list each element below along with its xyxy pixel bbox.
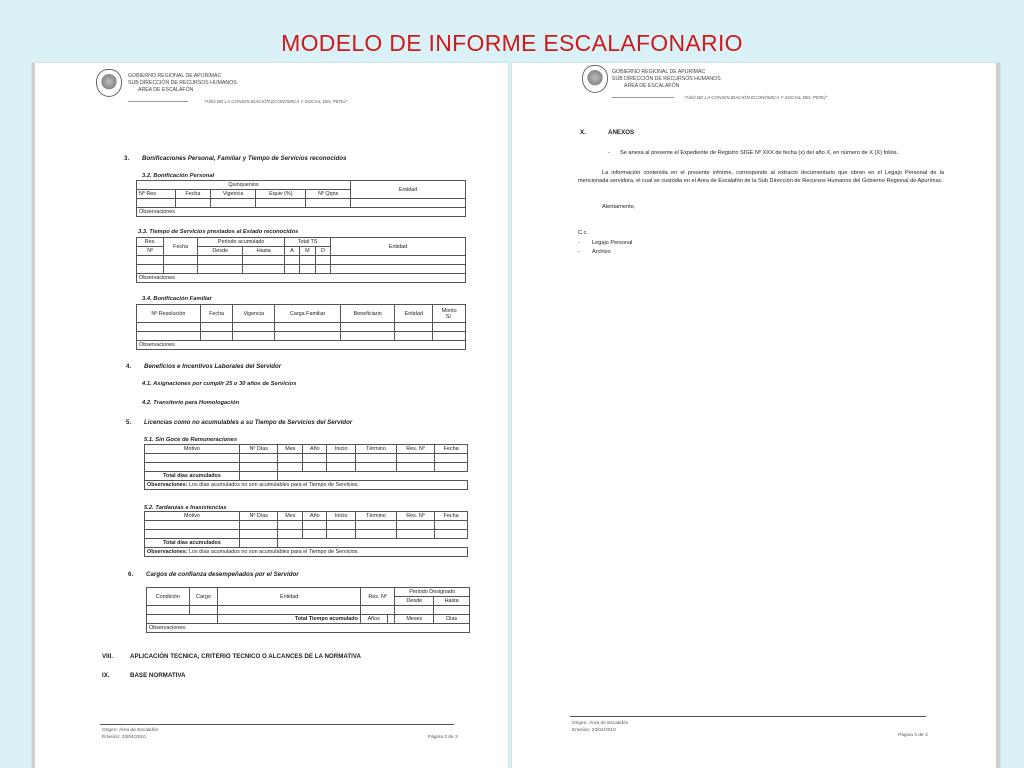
- col-header: Año: [303, 512, 327, 521]
- section-number: 3.: [124, 155, 130, 162]
- bullet-dash: -: [608, 150, 610, 156]
- bonificacion-personal-table: [136, 180, 466, 217]
- footer-origen: Origen: Área de Escalafón: [102, 728, 159, 733]
- observaciones-label: Observaciones: [137, 341, 466, 350]
- observaciones-label: Observaciones:: [147, 549, 188, 555]
- tiempo-servicios-table: [136, 237, 466, 283]
- header-line-3: AREA DE ESCALAFÓN: [624, 83, 680, 89]
- entidad-header: Entidad: [351, 181, 466, 199]
- col-header: Fecha: [435, 445, 468, 454]
- table-row: [137, 199, 466, 208]
- closing-text: Atentamente,: [602, 204, 636, 210]
- num-header: Nº: [137, 247, 164, 256]
- monto-unit: S/.: [445, 313, 453, 320]
- col-header: Beneficiario: [341, 305, 395, 323]
- col-header: Vigencia: [211, 190, 256, 199]
- table-row: [137, 323, 466, 332]
- dias-label: Días: [434, 615, 470, 624]
- footer-page-number: Página 4 de 3: [898, 733, 928, 738]
- col-header: Fecha: [435, 512, 468, 521]
- footer-emision: Emisión: 23/04/2010: [572, 728, 616, 733]
- col-header: Equiv (%): [256, 190, 306, 199]
- condicion-header: Condición: [147, 588, 190, 606]
- header-line-2: SUB DIRECCIÓN DE RECURSOS HUMANOS: [128, 80, 237, 86]
- col-header: Nº Qqns: [306, 190, 351, 199]
- total-tiempo-label: Total Tiempo acumulado: [218, 615, 360, 624]
- col-header: Fecha: [175, 190, 210, 199]
- section-5-heading: [126, 419, 352, 426]
- observaciones-row: [145, 481, 468, 490]
- bonificacion-familiar-table: [136, 304, 466, 350]
- cargos-confianza-table: [146, 587, 470, 633]
- a-header: A: [285, 247, 300, 256]
- entidad-header: Entidad: [218, 588, 360, 606]
- section-number: X.: [580, 129, 586, 136]
- table-row: [147, 606, 470, 615]
- anexo-item: [608, 149, 948, 157]
- section-3-3-title: 3.3. Tiempo de Servicios prestados al Estado reconocidos: [138, 229, 299, 235]
- total-dias-label: Total días acumulados: [145, 472, 240, 481]
- cc-label: C.c.: [578, 230, 588, 236]
- section-title: Licencias como no acumulables a su Tiempo de Servicios del Servidor: [144, 419, 353, 426]
- cc-item: [578, 248, 611, 256]
- col-header: Término: [356, 445, 397, 454]
- col-header: Inicio: [327, 512, 356, 521]
- desde-header: Desde: [395, 597, 434, 606]
- cc-item: [578, 239, 632, 247]
- header-rule: [612, 97, 674, 98]
- anexo-item-text: Se anexa al presente el Expediente de Registro SIGE Nº XXX de fecha (x) del año X, en número de X (X) folios.: [620, 150, 899, 156]
- col-header: Año: [303, 445, 327, 454]
- tardanzas-table: [144, 511, 468, 557]
- footer-rule: [570, 716, 926, 717]
- section-5-2-title: 5.2. Tardanzas e Inasistencias: [144, 505, 227, 511]
- section-3-2-title: 3.2. Bonificación Personal: [142, 173, 215, 179]
- col-header: Nº Días: [240, 512, 278, 521]
- regional-seal-icon: [582, 65, 608, 93]
- section-3-heading: [124, 155, 347, 162]
- col-header: Nº Resolución: [137, 305, 201, 323]
- section-number: IX.: [102, 672, 110, 679]
- col-header: Motivo: [145, 512, 240, 521]
- col-header: Fecha: [200, 305, 233, 323]
- total-ts-header: Total TS: [285, 238, 331, 247]
- table-row: [145, 530, 468, 539]
- section-number: 5.: [126, 419, 132, 426]
- section-number: 6.: [128, 571, 134, 578]
- header-block: [612, 69, 721, 90]
- section-5-1-title: 5.1. Sin Goce de Remuneraciones: [144, 437, 238, 443]
- cc-item-text: Legajo Personal: [592, 240, 633, 246]
- res-header: Res. Nº: [360, 588, 394, 606]
- section-number: 4.: [126, 363, 132, 370]
- m-header: M: [299, 247, 315, 256]
- fecha-header: Fecha: [164, 238, 198, 256]
- bullet-dash: -: [578, 249, 580, 255]
- observaciones-text: Los días acumulados no son acumulables para el Tiempo de Servicios.: [187, 549, 359, 555]
- footer-page-number: Página 3 de 3: [428, 735, 458, 740]
- table-row: [137, 332, 466, 341]
- d-header: D: [315, 247, 330, 256]
- hasta-header: Hasta: [434, 597, 470, 606]
- section-x-heading: [580, 129, 634, 136]
- regional-seal-icon: [96, 69, 122, 97]
- section-title: Beneficios e Incentivos Laborales del Servidor: [144, 363, 282, 370]
- section-title: Bonificaciones Personal, Familiar y Tiempo de Servicios reconocidos: [142, 155, 347, 162]
- section-4-2-title: 4.2. Transitorio para Homologación: [142, 400, 240, 406]
- col-header: Res. Nº: [396, 445, 434, 454]
- observaciones-row: [145, 548, 468, 557]
- document-page-right: [512, 63, 1000, 768]
- section-title: Cargos de confianza desempeñados por el Servidor: [146, 571, 299, 578]
- table-row: [145, 463, 468, 472]
- slide-title: MODELO DE INFORME ESCALAFONARIO: [281, 30, 743, 56]
- col-header: Entidad: [395, 305, 433, 323]
- col-header: Mes: [278, 512, 303, 521]
- header-line-1: GOBIERNO REGIONAL DE APURIMAC: [612, 69, 706, 75]
- col-header: Término: [356, 512, 397, 521]
- entidad-header: Entidad: [331, 238, 466, 256]
- quinquenios-header: Quinquenios: [137, 181, 351, 190]
- bullet-dash: -: [578, 240, 580, 246]
- total-dias-label: Total días acumulados: [145, 539, 240, 548]
- header-motto: "AÑO DE LA CONSOLIDACIÓN ECONÓMICA Y SOCIAL DEL PERÚ": [204, 99, 348, 104]
- header-block: [128, 73, 237, 94]
- section-number: VIII.: [102, 653, 114, 660]
- cargo-header: Cargo: [189, 588, 218, 606]
- section-8-heading: [102, 653, 361, 660]
- observaciones-label: Observaciones:: [147, 624, 470, 633]
- section-title: APLICACIÓN TECNICA, CRITERIO TECNICO O ALCANCES DE LA NORMATIVA: [130, 653, 361, 660]
- section-4-1-title: 4.1. Asignaciones por cumplir 25 o 30 años de Servicios: [142, 381, 297, 387]
- col-header: Nº Días: [240, 445, 278, 454]
- res-header: Res.: [137, 238, 164, 247]
- table-row: [145, 521, 468, 530]
- header-rule: [128, 101, 188, 102]
- desde-header: Desde: [198, 247, 243, 256]
- anos-label: Años: [360, 615, 387, 624]
- hasta-header: Hasta: [243, 247, 285, 256]
- meses-label: Meses: [395, 615, 434, 624]
- col-header: Mes: [278, 445, 303, 454]
- footer-origin: [572, 720, 628, 734]
- page-edge: [996, 63, 1000, 768]
- monto-header: [433, 305, 466, 323]
- col-header: Inicio: [327, 445, 356, 454]
- header-line-2: SUB DIRECCIÓN DE RECURSOS HUMANOS: [612, 76, 721, 82]
- periodo-header: Periodo acumulado: [198, 238, 285, 247]
- observaciones-label: Observaciones: [137, 208, 466, 217]
- section-6-heading: [128, 571, 299, 578]
- footer-origen: Origen: Área de Escalafón: [572, 721, 629, 726]
- section-4-heading: [126, 363, 281, 370]
- section-9-heading: [102, 672, 185, 679]
- header-line-3: AREA DE ESCALAFÓN: [138, 87, 194, 93]
- section-title: ANEXOS: [608, 129, 635, 136]
- table-row: [137, 265, 466, 274]
- periodo-header: Periodo Designado: [395, 588, 470, 597]
- col-header: Motivo: [145, 445, 240, 454]
- section-title: BASE NORMATIVA: [130, 672, 186, 679]
- observaciones-label: Observaciones: [137, 274, 466, 283]
- observaciones-text: Los días acumulados no son acumulables para el Tiempo de Servicios.: [187, 482, 359, 488]
- header-motto: "AÑO DE LA CONSOLIDACIÓN ECONÓMICA Y SOCIAL DEL PERÚ": [684, 95, 828, 100]
- sin-goce-table: [144, 444, 468, 490]
- document-page-left: [32, 63, 508, 768]
- cc-item-text: Archivo: [592, 249, 611, 255]
- observaciones-label: Observaciones:: [147, 482, 188, 488]
- table-row: [137, 256, 466, 265]
- table-row: [145, 454, 468, 463]
- col-header: Vigencia: [233, 305, 275, 323]
- section-3-4-title: 3.4. Bonificación Familiar: [142, 296, 212, 302]
- footer-origin: [102, 727, 158, 741]
- page-edge: [32, 63, 35, 768]
- footer-emision: Emisión: 23/04/2010: [102, 735, 146, 740]
- col-header: Carga Familiar: [275, 305, 341, 323]
- header-line-1: GOBIERNO REGIONAL DE APURIMAC: [128, 73, 222, 79]
- monto-label: Monto: [441, 307, 457, 314]
- footer-rule: [100, 724, 454, 725]
- col-header: Res. Nº: [396, 512, 434, 521]
- col-header: Nº Res: [137, 190, 176, 199]
- body-paragraph: La información contenida en el presente informe, corresponde al extracto documentario que obran en el Legajo Personal de la mencionada servidora, el cual se custodia en el Area de Escalafón de la Sub Dirección de Recursos Humanos del Gobierno Regional de Apurímac.: [578, 170, 944, 184]
